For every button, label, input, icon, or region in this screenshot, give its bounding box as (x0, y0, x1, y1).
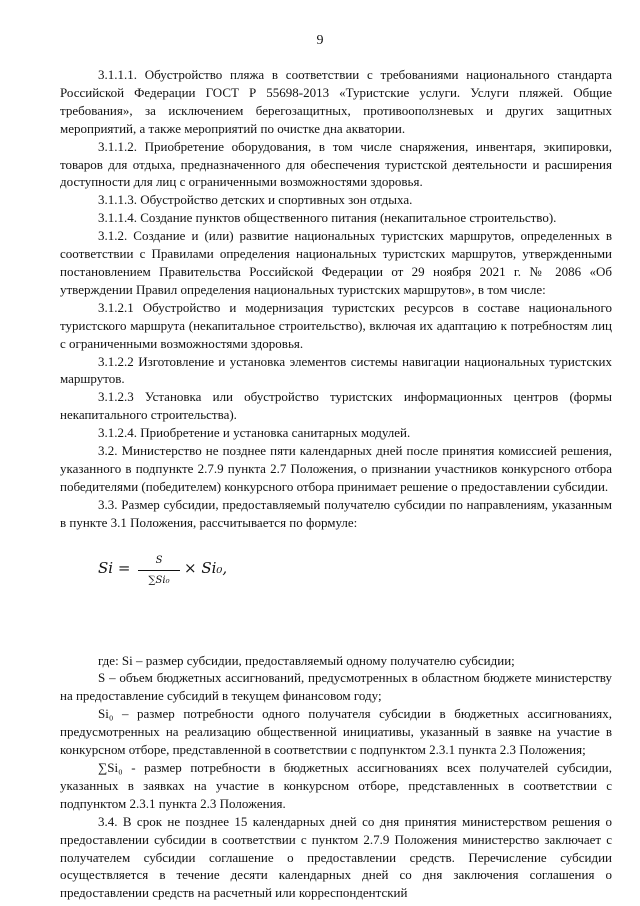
subsidy-formula (60, 552, 612, 622)
formula-numerator: S (155, 554, 163, 566)
paragraph-3-1-1-4: 3.1.1.4. Создание пунктов общественного питания (некапитальное строительство). (98, 210, 557, 226)
definition-s: S – объем бюджетных ассигнований, предусмотренных в областном бюджете министерству на предоставление субсидий в текущем финансовом году; (60, 670, 612, 704)
paragraph-3-1-1-3: 3.1.1.3. Обустройство детских и спортивных зон отдыха. (98, 192, 413, 208)
definition-si: где: Si – размер субсидии, предоставляемый одному получателю субсидии; (98, 652, 515, 668)
formula-lhs: Si = (98, 558, 131, 577)
paragraph-3-4: 3.4. В срок не позднее 15 календарных дней со дня принятия министерством решения о предоставлении субсидии в соответствии с пунктом 2.7.9 Положения министерство заключает с получателем субсидии соглашение о предоставлении средств. Перечисление субсидии осуществляется в течение десяти календарных дней со дня заключения соглашения о предоставлении средств на расчетный или корреспондентский (60, 813, 612, 901)
formula-denominator: ∑Si₀ (148, 575, 170, 587)
paragraph-3-1-2-3: 3.1.2.3 Установка или обустройство туристских информационных центров (формы некапитального строительства). (60, 389, 612, 423)
definition-si0: Si₀ – размер потребности одного получателя субсидии в бюджетных ассигнованиях, предусмотренных на реализацию общественной инициативы, указанный в заявке на участие в конкурсном отборе, представленной в соответствии с подпунктом 2.3.1 пункта 2.3 Положения; (60, 706, 612, 758)
formula-fraction (138, 552, 180, 591)
paragraph-3-1-1-2: 3.1.1.2. Приобретение оборудования, в том числе снаряжения, инвентаря, экипировки, товаров для отдыха, предназначенного для обеспечения туристской деятельности и расширения доступности для лиц с ограниченными возможностями здоровья. (60, 138, 612, 190)
paragraph-3-1-2: 3.1.2. Создание и (или) развитие национальных туристских маршрутов, определенных в соответствии с Правилами определения национальных туристских маршрутов, утвержденными постановлением Правительства Российской Федерации от 29 ноября 2021 г. № 2086 «Об утверждении Правил определения национальных туристских маршрутов», в том числе: (60, 228, 612, 297)
paragraph-3-2: 3.2. Министерство не позднее пяти календарных дней после принятия комиссией решения, указанного в подпункте 2.7.9 пункта 2.7 Положения, о признании участников конкурсного отбора победителями (победителем) конкурсного отбора принимает решение о предоставлении субсидии. (60, 443, 612, 494)
fraction-bar (138, 570, 180, 571)
document-body (60, 66, 612, 902)
definition-sum-si0: ∑Si₀ - размер потребности в бюджетных ассигнованиях всех получателей субсидии, указанных в заявках на участие в конкурсном отборе, представленных в соответствии с подпунктом 2.3.1 пункта 2.3 Положения. (60, 760, 612, 811)
paragraph-3-1-2-2: 3.1.2.2 Изготовление и установка элементов системы навигации национальных туристских маршрутов. (60, 353, 612, 387)
paragraph-3-1-1-1: 3.1.1.1. Обустройство пляжа в соответствии с требованиями национального стандарта Российской Федерации ГОСТ Р 55698-2013 «Туристские услуги. Услуги пляжей. Общие требования», за исключением берегозащитных, противооползневых и других защитных мероприятий, а также мероприятий по очистке дна акватории. (60, 67, 612, 136)
paragraph-3-3: 3.3. Размер субсидии, предоставляемый получателю субсидии по направлениям, указанным в пункте 3.1 Положения, рассчитывается по формуле: (60, 496, 612, 530)
paragraph-3-1-2-1: 3.1.2.1 Обустройство и модернизация туристских ресурсов в составе национального туристского маршрута (некапитальное строительство), включая их адаптацию к потребностям лиц с ограниченными возможностями здоровья. (60, 299, 612, 351)
formula-rhs: × Si₀, (184, 558, 228, 577)
page-number: 9 (316, 33, 324, 48)
paragraph-3-1-2-4: 3.1.2.4. Приобретение и установка санитарных модулей. (98, 425, 411, 441)
